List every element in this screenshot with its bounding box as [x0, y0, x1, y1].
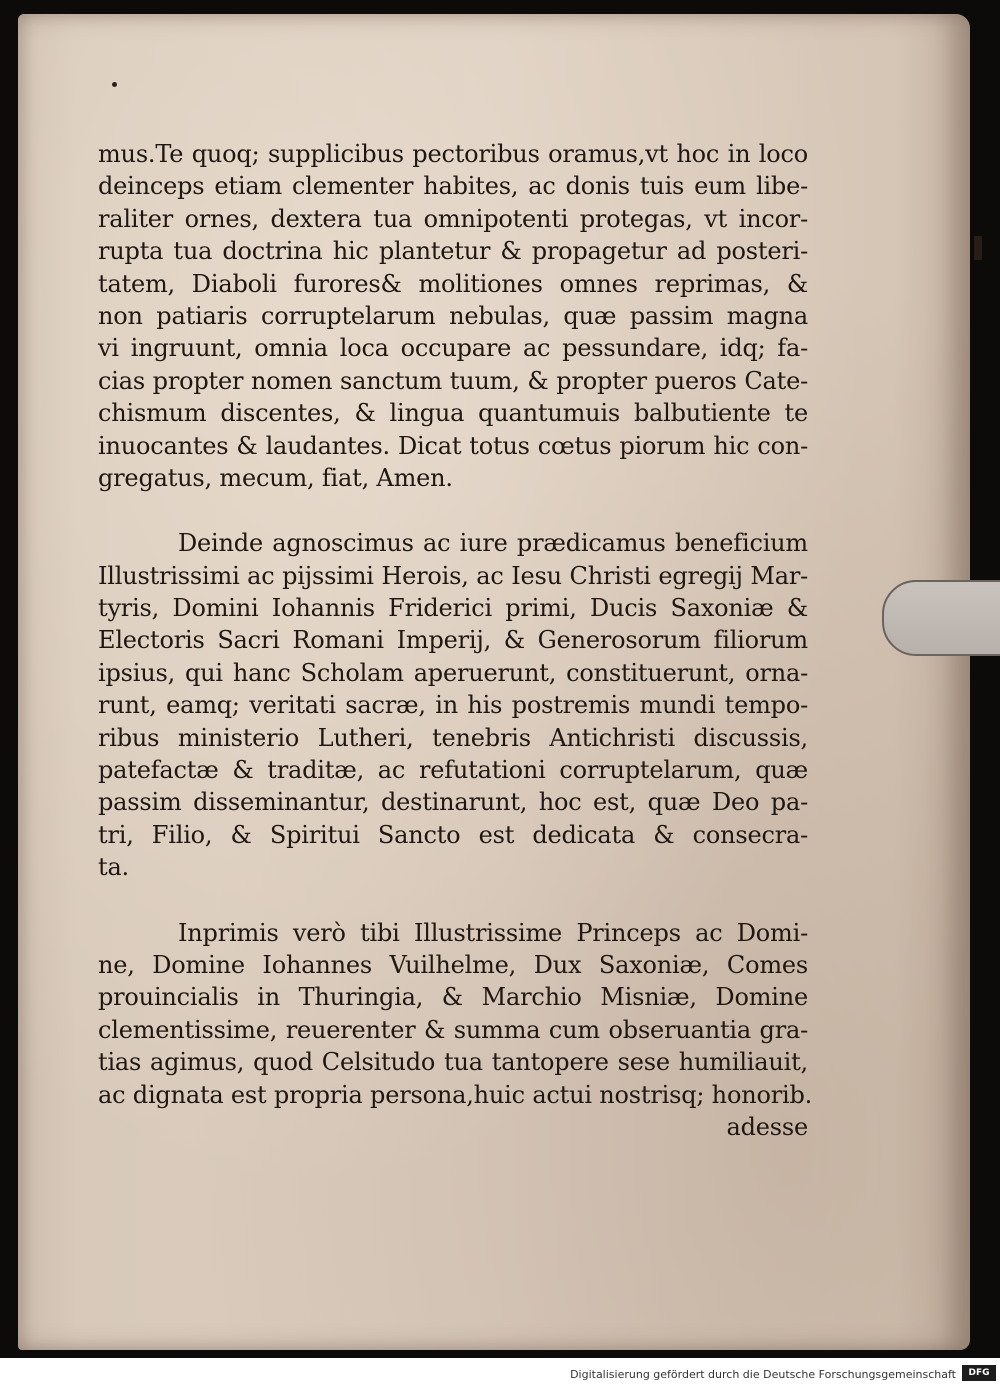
text-line: Electoris Sacri Romani Imperij, & Generosorum filiorum [98, 626, 808, 655]
binding-mark [974, 236, 982, 260]
paragraph-gap [98, 494, 808, 527]
text-line: vi ingruunt, omnia loca occupare ac pessundare, idq; fa- [98, 334, 808, 363]
text-line: gregatus, mecum, fiat, Amen. [98, 463, 453, 492]
paragraph-1 [98, 138, 808, 494]
ink-spot [112, 82, 117, 87]
text-line: passim disseminantur, destinarunt, hoc est, quæ Deo pa- [98, 788, 808, 817]
page-clip-tab [882, 580, 1000, 656]
catchword: adesse [726, 1112, 808, 1141]
text-line: ribus ministerio Lutheri, tenebris Antichristi discussis, [98, 723, 808, 752]
text-line: rupta tua doctrina hic plantetur & propagetur ad posteri- [98, 237, 808, 266]
page-text [98, 138, 813, 1143]
book-page [18, 14, 970, 1350]
paragraph-3 [98, 917, 813, 1111]
text-line: Inprimis verò tibi Illustrissime Princeps ac Domi- [178, 918, 808, 947]
text-line: Illustrissimi ac pijssimi Herois, ac Iesu Christi egregij Mar- [98, 561, 808, 590]
text-line: cias propter nomen sanctum tuum, & propter pueros Cate- [98, 366, 808, 395]
text-line: tias agimus, quod Celsitudo tua tantopere sese humiliauit, [98, 1048, 808, 1077]
text-line: raliter ornes, dextera tua omnipotenti protegas, vt incor- [98, 204, 808, 233]
text-line: clementissime, reuerenter & summa cum obseruantia gra- [98, 1015, 808, 1044]
footer-bar [0, 1358, 1000, 1388]
text-line: non patiaris corruptelarum nebulas, quæ passim magna [98, 301, 808, 330]
text-line: chismum discentes, & lingua quantumuis balbutiente te [98, 399, 808, 428]
text-line: runt, eamq; veritati sacræ, in his postremis mundi tempo- [98, 691, 808, 720]
dfg-logo: DFG [962, 1365, 996, 1381]
text-line: ta. [98, 853, 129, 882]
text-line: Deinde agnoscimus ac iure prædicamus beneficium [178, 529, 808, 558]
text-line: ac dignata est propria persona,huic actui nostrisq; honorib. [98, 1080, 813, 1109]
text-line: deinceps etiam clementer habites, ac donis tuis eum libe- [98, 172, 808, 201]
footer-credit: Digitalisierung gefördert durch die Deutsche Forschungsgemeinschaft [570, 1368, 956, 1381]
text-line: inuocantes & laudantes. Dicat totus cœtus piorum hic con- [98, 431, 808, 460]
paragraph-gap [98, 884, 808, 917]
text-line: ne, Domine Iohannes Vuilhelme, Dux Saxoniæ, Comes [98, 950, 808, 979]
text-line: mus.Te quoq; supplicibus pectoribus oramus,vt hoc in loco [98, 140, 808, 168]
text-line: prouincialis in Thuringia, & Marchio Misniæ, Domine [98, 983, 808, 1012]
text-line: ipsius, qui hanc Scholam aperuerunt, constituerunt, orna- [98, 658, 808, 687]
paragraph-2 [98, 527, 808, 883]
text-line: tyris, Domini Iohannis Friderici primi, Ducis Saxoniæ & [98, 594, 808, 623]
text-line: patefactæ & traditæ, ac refutationi corruptelarum, quæ [98, 756, 808, 785]
text-line: tatem, Diaboli furores& molitiones omnes reprimas, & [98, 269, 808, 298]
text-line: tri, Filio, & Spiritui Sancto est dedicata & consecra- [98, 820, 808, 849]
